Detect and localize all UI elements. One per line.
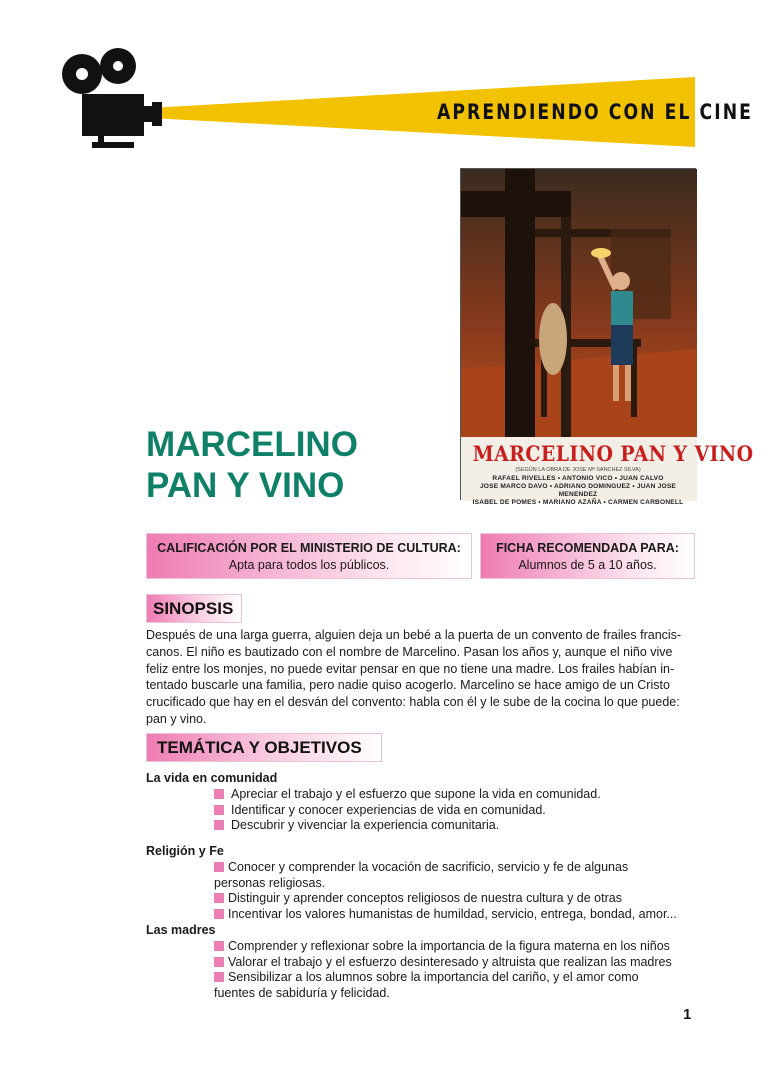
sinopsis-line: crucificado que hay en el desván del convento: habla con él y le sube de la cocina lo que puede: xyxy=(146,695,680,710)
list-item xyxy=(214,907,706,923)
sinopsis-line: feliz entre los monjes, no puede evitar pensar en que no tiene una madre. Los frailes habían in- xyxy=(146,661,675,676)
list-item-text: Comprender y reflexionar sobre la importancia de la figura materna en los niños xyxy=(228,938,670,953)
square-bullet-icon xyxy=(214,909,224,919)
list-item-continuation: fuentes de sabiduría y felicidad. xyxy=(214,986,390,1001)
square-bullet-icon xyxy=(214,941,224,951)
poster-subtitle: (SEGÚN LA OBRA DE JOSE Mª SANCHEZ SILVA) xyxy=(515,467,641,473)
recommended-box xyxy=(480,533,695,579)
banner-text: APRENDIENDO CON EL CINE xyxy=(437,100,753,124)
recommended-value: Alumnos de 5 a 10 años. xyxy=(518,558,657,572)
sinopsis-text xyxy=(146,627,696,728)
list-item-text: Identificar y conocer experiencias de vida en comunidad. xyxy=(231,802,546,817)
list-item-text: Descubrir y vivenciar la experiencia comunitaria. xyxy=(231,818,500,833)
list-item xyxy=(214,787,706,803)
recommended-label: FICHA RECOMENDADA PARA: xyxy=(496,541,679,555)
sinopsis-line: tentado buscarle una familia, pero nadie quiso acogerlo. Marcelino se hace amigo de un Cristo xyxy=(146,678,670,693)
list-item-text: Apreciar el trabajo y el esfuerzo que supone la vida en comunidad. xyxy=(231,786,601,801)
rating-label: CALIFICACIÓN POR EL MINISTERIO DE CULTURA: xyxy=(157,541,461,555)
list-item-continuation: personas religiosas. xyxy=(214,875,326,890)
square-bullet-icon xyxy=(214,820,224,830)
square-bullet-icon xyxy=(214,972,224,982)
poster-credit-line: ISABEL DE POMES • MARIANO AZAÑA • CARMEN CARBONELL xyxy=(472,499,684,506)
tematica-group-comunidad xyxy=(146,771,706,834)
list-item-text: Incentivar los valores humanistas de humildad, servicio, entrega, bondad, amor... xyxy=(228,907,677,922)
film-camera-icon xyxy=(58,44,166,152)
square-bullet-icon xyxy=(214,862,224,872)
group-title: Religión y Fe xyxy=(146,844,224,858)
rating-value: Apta para todos los públicos. xyxy=(228,558,390,572)
header-banner xyxy=(0,0,768,175)
list-item xyxy=(214,970,706,986)
rating-box xyxy=(146,533,472,579)
square-bullet-icon xyxy=(214,957,224,967)
square-bullet-icon xyxy=(214,805,224,815)
poster-credit-line: RAFAEL RIVELLES • ANTONIO VICO • JUAN CALVO xyxy=(492,475,664,482)
title-line: MARCELINO xyxy=(146,425,358,464)
list-item xyxy=(214,818,706,834)
poster-credit-line: JOSE MARCO DAVO • ADRIANO DOMINGUEZ • JUAN JOSE MENENDEZ xyxy=(479,483,677,498)
group-title: Las madres xyxy=(146,922,216,937)
list-item xyxy=(214,891,706,907)
page-title xyxy=(146,424,358,506)
list-item xyxy=(214,939,706,955)
list-item xyxy=(214,803,706,819)
movie-poster xyxy=(460,168,754,506)
poster-credits xyxy=(465,475,691,507)
tematica-heading: TEMÁTICA Y OBJETIVOS xyxy=(146,733,382,762)
sinopsis-line: canos. El niño es bautizado con el nombre de Marcelino. Pasan los años y, aunque el niño vive xyxy=(146,644,673,659)
title-line: PAN Y VINO xyxy=(146,466,345,505)
poster-title: MARCELINO PAN Y VINO xyxy=(472,441,754,466)
square-bullet-icon xyxy=(214,893,224,903)
list-item xyxy=(214,860,706,876)
list-item-text: Conocer y comprender la vocación de sacrificio, servicio y fe de algunas xyxy=(228,859,629,874)
page-number: 1 xyxy=(683,1006,692,1023)
sinopsis-line: Después de una larga guerra, alguien deja un bebé a la puerta de un convento de frailes francis- xyxy=(146,628,682,642)
tematica-group-religion-madres xyxy=(146,844,706,1002)
list-item-text: Sensibilizar a los alumnos sobre la importancia del cariño, y el amor como xyxy=(228,970,639,985)
group-title: La vida en comunidad xyxy=(146,771,278,785)
list-item xyxy=(214,955,706,971)
sinopsis-heading: SINOPSIS xyxy=(146,594,242,623)
square-bullet-icon xyxy=(214,789,224,799)
list-item-text: Distinguir y aprender conceptos religiosos de nuestra cultura y de otras xyxy=(228,891,622,906)
sinopsis-line: pan y vino. xyxy=(146,711,207,726)
list-item-text: Valorar el trabajo y el esfuerzo desinteresado y altruista que realizan las madres xyxy=(228,954,672,969)
